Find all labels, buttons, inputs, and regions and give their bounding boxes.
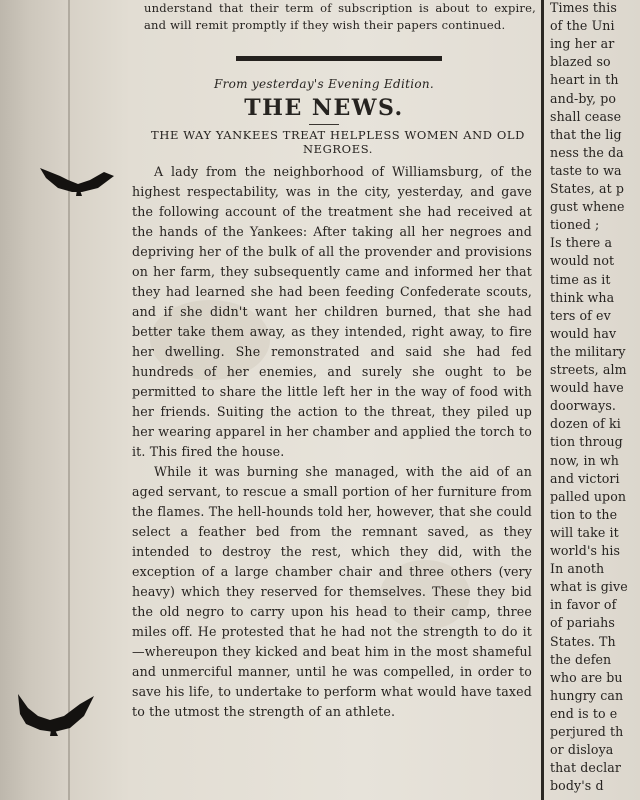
right-column-line: now, in wh [550, 452, 620, 468]
right-column-line: tion throug [550, 434, 623, 450]
right-column-line: tion to the [550, 506, 618, 522]
right-column-line: shall cease [550, 108, 622, 124]
right-column-line: what is give [550, 579, 628, 595]
moth-icon [14, 694, 98, 738]
right-column [550, 0, 640, 800]
column-rule [541, 0, 544, 800]
right-column-line: think wha [550, 289, 615, 305]
edition-line: From yesterday's Evening Edition. [213, 77, 435, 91]
right-column-line: will take it [550, 524, 619, 540]
right-column-line: streets, alm [550, 362, 627, 377]
right-column-line: of pariahs [550, 615, 615, 631]
section-divider [236, 56, 442, 61]
right-column-line: and victori [550, 470, 620, 486]
page-headline: THE NEWS. [244, 95, 404, 121]
right-column-line: heart in th [550, 72, 619, 88]
right-column-line: the defen [550, 651, 612, 667]
right-column-line: would have [550, 380, 624, 396]
right-column-line: tioned ; [550, 217, 600, 233]
right-column-line: Is there a [550, 235, 613, 251]
right-column-line: taste to wa [550, 162, 622, 178]
right-column-line: or disloya [550, 742, 614, 758]
right-column-line: ters of ev [550, 307, 611, 323]
main-column [112, 0, 536, 800]
right-column-line: who are bu [550, 669, 623, 685]
right-column-line: Times this [550, 0, 617, 15]
right-column-line: In anoth [550, 561, 605, 577]
right-column-line: body's d [550, 778, 604, 794]
right-column-line: world's his [550, 543, 621, 558]
right-column-line: palled upon [550, 488, 627, 504]
right-column-line: in favor of [550, 597, 617, 613]
right-column-line: would hav [550, 325, 617, 341]
right-column-line: end is to e [550, 705, 618, 721]
moth-icon [38, 162, 118, 202]
left-margin [0, 0, 70, 800]
article-body [132, 162, 532, 722]
page-fold [68, 0, 70, 800]
right-column-line: dozen of ki [550, 416, 621, 432]
right-column-line: States. Th [550, 633, 616, 649]
headline-rule [309, 124, 339, 125]
right-column-line: States, at p [550, 181, 625, 196]
right-column-line: the military [550, 343, 626, 359]
right-column-line: gust whene [550, 199, 625, 215]
right-column-line: of the Uni [550, 18, 615, 34]
right-column-line: that declar [550, 760, 621, 776]
right-column-line: hungry can [550, 687, 624, 703]
right-column-line: perjured th [550, 724, 624, 739]
right-column-line: ness the da [550, 144, 624, 160]
right-column-line: time as it [550, 271, 611, 287]
article-paragraph: While it was burning she managed, with the aid of an aged servant, to rescue a small portion of her furniture from the flames. The hell-hounds told her, however, that she could select a feather bed from the remnant saved, as they intended to destroy the rest, which they did, with the exception of a large chamber chair and three others (very heavy) which they reserved for themselves. These they bid the old negro to carry upon his head to their camp, three miles off. He protested that he had not the strength to do it—whereupon they kicked and beat him in the most shameful and unmerciful manner, until he was compelled, in order to save his life, to undertake to perform what would have taxed to the utmost the strength of an athlete. [132, 464, 532, 719]
subscription-notice: understand that their term of subscription is about to expire, and will remit promptly if they wish their papers continued. [144, 1, 536, 32]
right-column-line: would not [550, 253, 615, 269]
right-column-line: and-by, po [550, 90, 617, 106]
right-column-line: blazed so [550, 54, 611, 70]
right-column-line: that the lig [550, 126, 622, 142]
article-subheadline: THE WAY YANKEES TREAT HELPLESS WOMEN AND OLD NEGROES. [151, 128, 525, 156]
right-column-line: doorways. [550, 398, 617, 414]
right-column-line: ing her ar [550, 36, 615, 52]
article-paragraph: A lady from the neighborhood of Williamsburg, of the highest respectability, was in the city, yesterday, and gave the following account of the treatment she had received at the hands of the Yankees: After taking all her negroes and depriving her of the bulk of all the provender and provisions on her farm, they subsequently came and informed her that they had learned she had been feeding Confederate scouts, and if she didn't want her children burned, that she had better take them away, as they intended, right away, to fire her dwelling. She remonstrated and said she had fed hundreds of her enemies, and surely she ought to be permitted to share the little left her in the way of food with her friends. Suiting the action to the threat, they piled up her wearing apparel in her chamber and applied the torch to it. This fired the house. [132, 164, 532, 459]
